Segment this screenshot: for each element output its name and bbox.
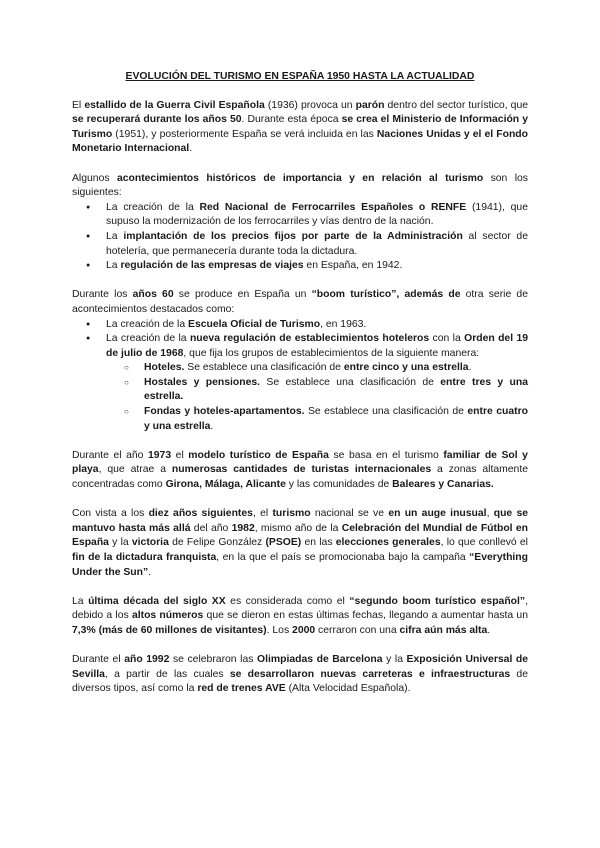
text-run: Durante el año <box>72 449 148 461</box>
bold-text: 1973 <box>148 449 172 461</box>
text-run: Con vista a los <box>72 508 149 520</box>
text-run: , a partir de las cuales <box>104 668 230 680</box>
text-run: con la <box>429 333 465 345</box>
paragraph-events-intro <box>72 172 528 201</box>
bold-text: 7,3% (más de 60 millones de visitantes) <box>72 624 267 636</box>
text-run: (Alta Velocidad Española). <box>285 683 411 695</box>
paragraph-1992 <box>72 653 528 697</box>
bold-text: nueva regulación de establecimientos hoteleros <box>189 333 430 345</box>
bold-text: Hoteles. <box>144 362 185 374</box>
sixties-list <box>72 318 528 435</box>
text-run: . <box>189 143 193 155</box>
text-run: en España, en 1942. <box>303 260 403 272</box>
text-run: . Durante esta época <box>241 114 342 126</box>
text-run: Durante el <box>72 654 125 666</box>
bold-text: Hostales y pensiones. <box>144 376 261 388</box>
bold-text: entre tres y una estrella. <box>144 376 528 403</box>
bold-text: se desarrollaron nuevas carreteras e infraestructuras <box>229 668 511 680</box>
text-run: Algunos <box>72 172 117 184</box>
text-run: se basa en el turismo <box>328 449 444 461</box>
text-run: otra serie de acontecimientos destacados como: <box>72 289 528 315</box>
bold-text: (PSOE) <box>265 537 302 549</box>
text-run: , <box>486 508 494 520</box>
bold-text: cifra aún más alta <box>399 624 488 636</box>
text-run: . <box>487 624 491 636</box>
list-item <box>72 332 528 434</box>
paragraph-sixties <box>72 288 528 317</box>
bold-text: victoria <box>131 537 169 549</box>
bold-text: red de trenes AVE <box>197 683 286 695</box>
text-run: (1951), y posteriormente España se verá incluida en las <box>112 128 377 140</box>
bold-text: familiar de Sol y playa <box>72 449 528 476</box>
text-run: cerraron con una <box>315 624 400 636</box>
text-run: dentro del sector turístico, que <box>384 99 528 111</box>
text-run: La <box>106 260 121 272</box>
text-run: , lo que conllevó el <box>440 537 528 549</box>
bold-text: modelo turístico de España <box>188 449 329 461</box>
bold-text: elecciones generales <box>335 537 441 549</box>
text-run: en las <box>301 537 336 549</box>
bold-text: regulación de las empresas de viajes <box>120 260 304 272</box>
list-item-text <box>106 333 528 359</box>
text-run: se produce en España un <box>173 289 312 301</box>
bold-text: turismo <box>272 508 311 520</box>
bold-text: Olimpiadas de Barcelona <box>257 654 383 666</box>
bold-text: Orden del 19 de julio de 1968 <box>106 333 529 359</box>
bold-text: Celebración del Mundial de Fútbol en España <box>72 522 528 549</box>
bold-text: parón <box>355 99 385 111</box>
bold-text: Girona, Málaga, Alicante <box>165 479 286 491</box>
list-item <box>72 201 528 230</box>
bold-text: “segundo boom turístico español” <box>349 595 526 607</box>
text-run: el <box>171 449 189 461</box>
list-item <box>72 230 528 259</box>
bold-text: 1982 <box>231 522 255 534</box>
text-run: (1936) provoca un <box>264 99 356 111</box>
text-run: Durante los <box>72 289 133 301</box>
text-run: , mismo año de la <box>254 522 342 534</box>
bold-text: años 60 <box>132 289 174 301</box>
paragraph-nineties <box>72 595 528 639</box>
text-run: , debido a los <box>72 595 528 622</box>
bold-text: “boom turístico”, además de <box>311 289 461 301</box>
bold-text: año 1992 <box>124 654 170 666</box>
bold-text: “Everything Under the Sun” <box>72 552 529 578</box>
text-run: de diversos tipos, así como la <box>72 668 528 695</box>
sublist-item <box>72 376 528 405</box>
document-body <box>72 70 528 697</box>
text-run: del año <box>190 522 232 534</box>
bold-text: Naciones Unidas y el el Fondo Monetario Internacional <box>72 128 528 155</box>
text-run: La creación de la <box>106 333 190 345</box>
bold-text: estallido de la Guerra Civil Española <box>84 99 265 111</box>
text-run: son los siguientes: <box>72 172 528 199</box>
bold-text: 2000 <box>292 624 316 636</box>
text-run: Se establece una clasificación de <box>304 406 468 418</box>
paragraph-1973 <box>72 449 528 493</box>
bold-text: altos números <box>131 610 204 622</box>
text-run: , que fija los grupos de establecimientos de la siguiente manera: <box>183 347 480 359</box>
list-item <box>72 318 528 333</box>
bold-text: Red Nacional de Ferrocarriles Españoles o RENFE <box>199 201 467 213</box>
text-run: , que atrae a <box>98 464 172 476</box>
text-run: que se dieron en estas últimas fechas, llegando a aumentar hasta un <box>203 610 528 622</box>
text-run: , en 1963. <box>320 318 367 330</box>
text-run: a zonas altamente concentradas como <box>72 464 528 491</box>
bold-text: entre cinco y una estrella <box>343 362 469 374</box>
text-run: La <box>106 230 124 242</box>
bold-text: entre cuatro y una estrella <box>144 406 528 432</box>
bold-text: Fondas y hoteles-apartamentos. <box>144 406 305 418</box>
bold-text: diez años siguientes <box>148 508 253 520</box>
text-run: y la <box>382 654 407 666</box>
bold-text: Escuela Oficial de Turismo <box>188 318 321 330</box>
text-run: y las comunidades de <box>285 479 393 491</box>
bold-text: Baleares y Canarias. <box>392 479 494 491</box>
paragraph-1982 <box>72 507 528 580</box>
text-run: Se establece una clasificación de <box>260 376 441 388</box>
text-run: es considerada como el <box>225 595 350 607</box>
text-run: y la <box>108 537 132 549</box>
text-run: (1941), que supuso la modernización de los ferrocarriles y vías dentro de la nación. <box>106 201 528 228</box>
paragraph-civil-war <box>72 99 528 157</box>
text-run: al sector de hotelería, que permanecería durante toda la dictadura. <box>106 230 528 257</box>
bold-text: que se mantuvo hasta más allá <box>72 508 529 534</box>
bold-text: en un auge inusual <box>388 508 487 520</box>
text-run: . <box>148 566 152 578</box>
bold-text: Exposición Universal de Sevilla <box>72 654 529 680</box>
sublist-item <box>72 361 528 376</box>
text-run: , en la que el país se promocionaba bajo la campaña <box>216 552 470 563</box>
bold-text: se recuperará durante los años 50 <box>72 114 242 126</box>
text-run: Se establece una clasificación de <box>184 362 344 374</box>
text-run: . Los <box>266 624 293 636</box>
text-run: . <box>468 362 472 374</box>
text-run: . <box>210 420 214 432</box>
text-run: nacional se ve <box>310 508 389 520</box>
sublist-item <box>72 405 528 434</box>
bold-text: fin de la dictadura franquista <box>72 552 217 563</box>
bold-text: se crea el Ministerio de Información y Turismo <box>72 114 528 140</box>
text-run: El <box>72 99 85 111</box>
text-run: La creación de la <box>106 318 189 330</box>
events-list <box>72 201 528 274</box>
text-run: La creación de la <box>106 201 200 213</box>
bold-text: numerosas cantidades de turistas internacionales <box>171 464 432 476</box>
list-item <box>72 259 528 274</box>
text-run: La <box>72 595 89 607</box>
text-run: , el <box>252 508 273 520</box>
document-title: EVOLUCIÓN DEL TURISMO EN ESPAÑA 1950 HASTA LA ACTUALIDAD <box>125 71 475 82</box>
text-run: se celebraron las <box>169 654 258 666</box>
bold-text: acontecimientos históricos de importancia y en relación al turismo <box>116 172 484 184</box>
bold-text: última década del siglo XX <box>88 595 226 607</box>
bold-text: implantación de los precios fijos por parte de la Administración <box>123 230 463 242</box>
text-run: de Felipe González <box>168 537 266 549</box>
establishments-sublist <box>106 361 528 434</box>
